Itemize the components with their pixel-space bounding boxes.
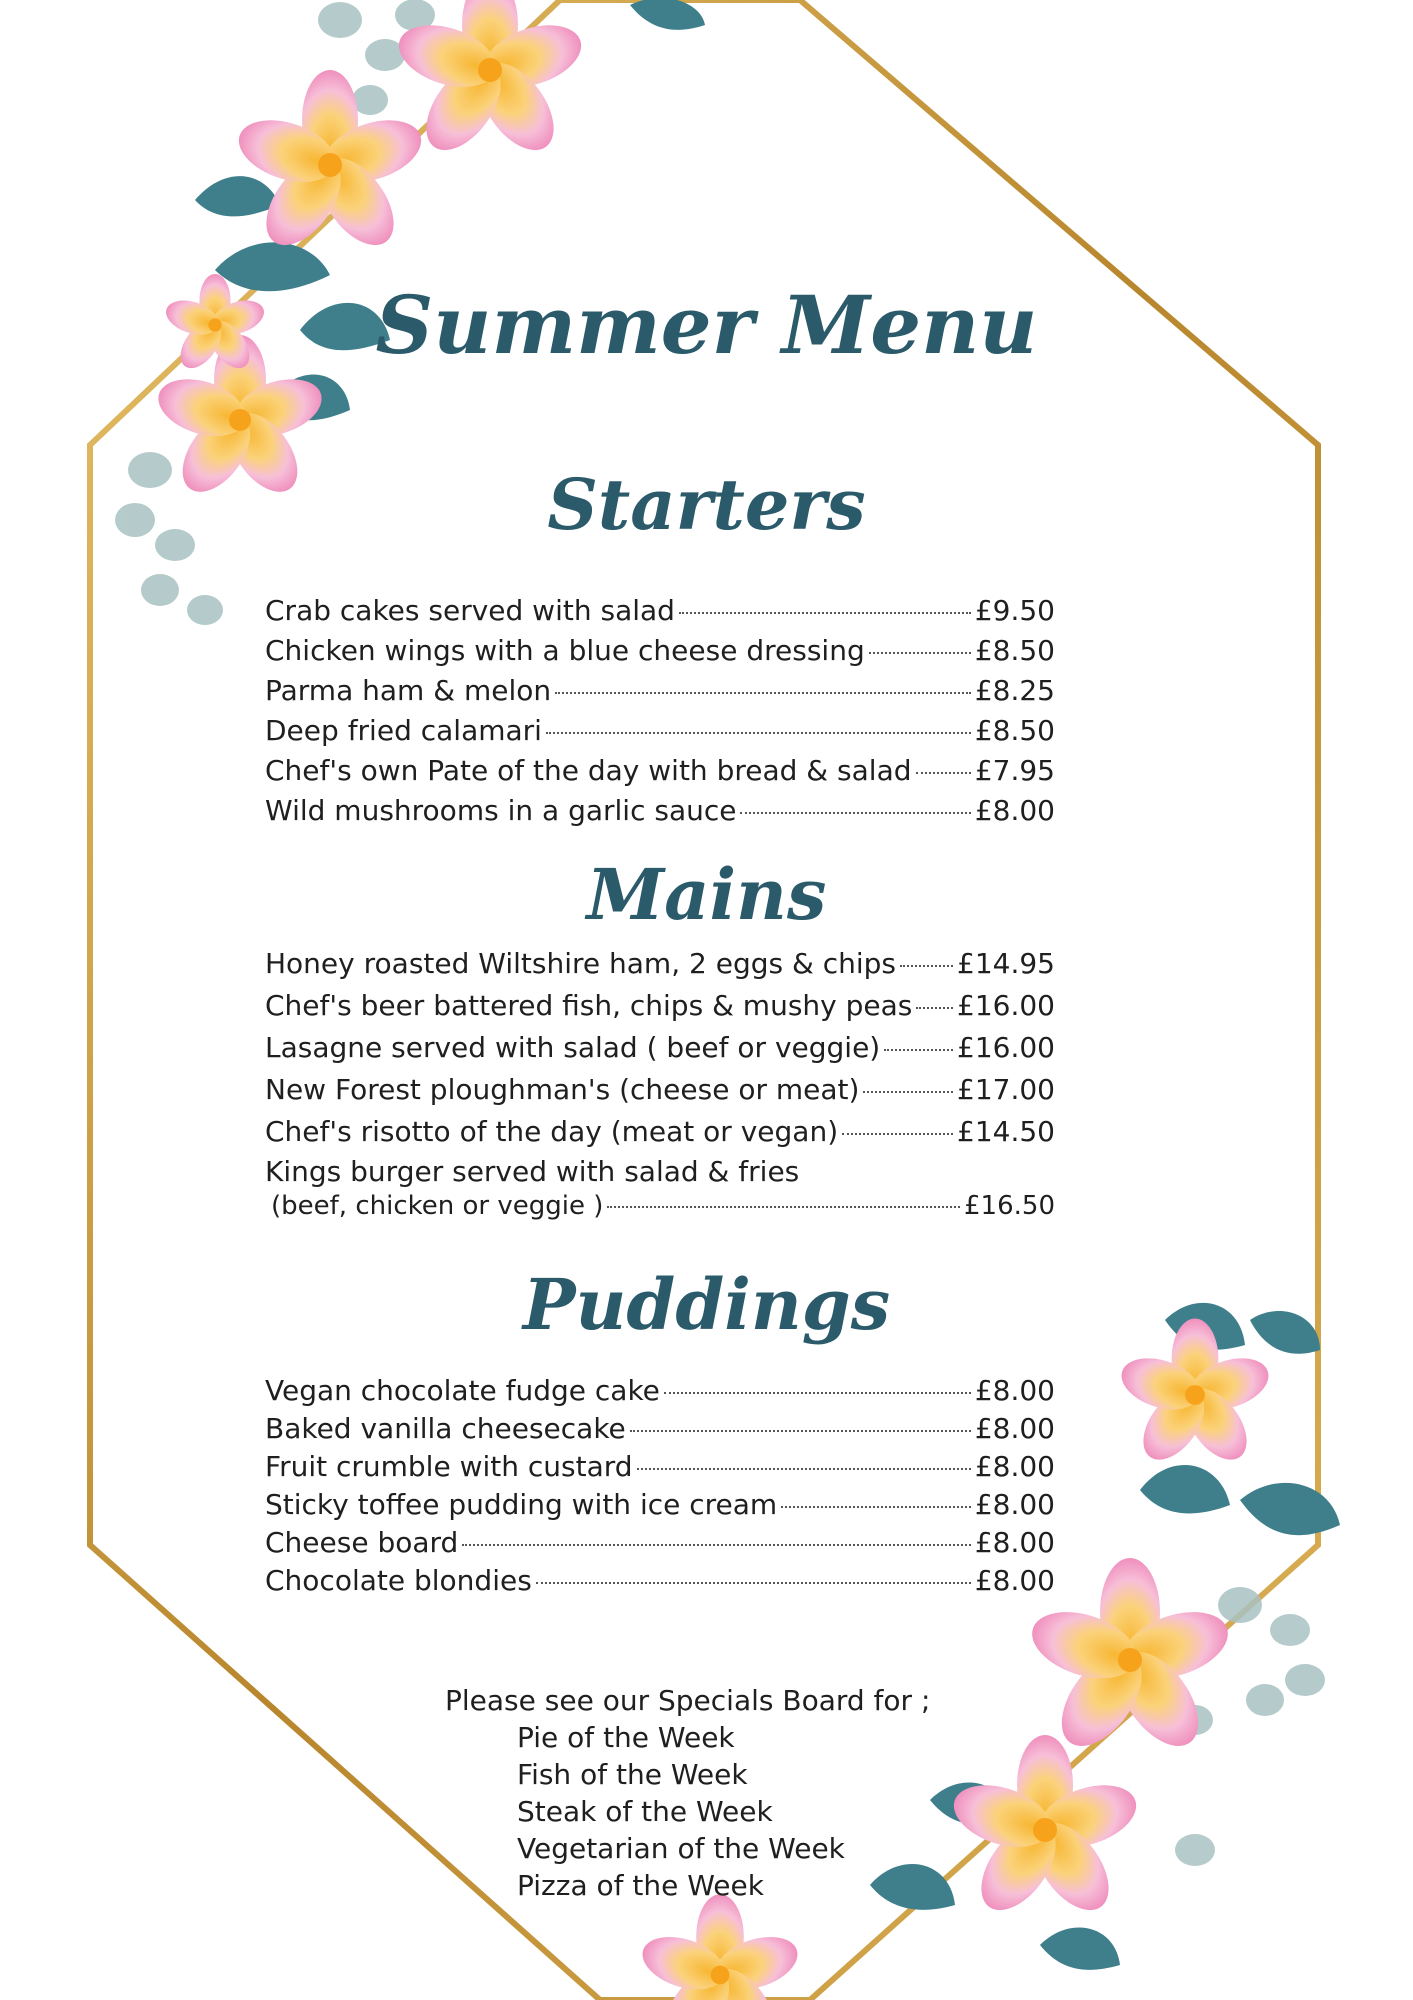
- mains-heading: Mains: [586, 853, 827, 936]
- dot-leader: [637, 1468, 971, 1470]
- menu-item-burger: [265, 1155, 1055, 1223]
- flower-icon: [151, 0, 589, 504]
- specials-list: [445, 1719, 930, 1904]
- item-subline: [265, 1189, 1055, 1223]
- item-price: £8.00: [974, 1564, 1055, 1597]
- item-name: Lasagne served with salad ( beef or veggie): [265, 1031, 881, 1064]
- item-name: Chef's own Pate of the day with bread & salad: [265, 754, 912, 787]
- item-price: £17.00: [957, 1073, 1055, 1106]
- item-price: £9.50: [974, 594, 1055, 627]
- item-price: £8.25: [974, 674, 1055, 707]
- item-name: Honey roasted Wiltshire ham, 2 eggs & chips: [265, 947, 896, 980]
- menu-item: [265, 1113, 1055, 1151]
- dot-leader: [546, 732, 971, 734]
- item-name: Cheese board: [265, 1526, 459, 1559]
- specials-intro: Please see our Specials Board for ;: [445, 1684, 931, 1717]
- dot-leader: [555, 692, 971, 694]
- dot-leader: [679, 612, 971, 614]
- menu-item: [265, 1562, 1055, 1600]
- menu-item: [265, 712, 1055, 750]
- item-price: £14.50: [957, 1115, 1055, 1148]
- item-name: Chef's risotto of the day (meat or vegan): [265, 1115, 839, 1148]
- item-price: £7.95: [974, 754, 1055, 787]
- item-price: £8.50: [974, 634, 1055, 667]
- menu-item: [265, 1524, 1055, 1562]
- menu-title: Summer Menu: [375, 278, 1038, 372]
- item-price: £8.00: [974, 1450, 1055, 1483]
- menu-item: [265, 792, 1055, 830]
- dot-leader: [740, 812, 970, 814]
- item-name: Chef's beer battered fish, chips & mushy peas: [265, 989, 913, 1022]
- dot-leader: [884, 1049, 953, 1051]
- menu-item: [265, 672, 1055, 710]
- menu-item: [265, 592, 1055, 630]
- item-price: £14.95: [957, 947, 1055, 980]
- item-price: £16.00: [957, 989, 1055, 1022]
- specials-note: [445, 1682, 930, 1904]
- menu-item: [265, 945, 1055, 983]
- item-options: (beef, chicken or veggie ): [271, 1191, 604, 1221]
- item-name: Parma ham & melon: [265, 674, 552, 707]
- menu-item: [265, 1448, 1055, 1486]
- dot-leader: [664, 1392, 971, 1394]
- dot-leader: [630, 1430, 971, 1432]
- dot-leader: [916, 772, 971, 774]
- menu-item: [265, 752, 1055, 790]
- mains-list: [265, 945, 1055, 1223]
- puddings-list: [265, 1372, 1055, 1600]
- starters-heading: Starters: [547, 463, 866, 546]
- item-name: Vegan chocolate fudge cake: [265, 1374, 660, 1407]
- item-name: Chocolate blondies: [265, 1564, 532, 1597]
- item-price: £8.00: [974, 1412, 1055, 1445]
- item-price: £8.00: [974, 1488, 1055, 1521]
- item-name: Crab cakes served with salad: [265, 594, 675, 627]
- dot-leader: [863, 1091, 953, 1093]
- item-price: £16.50: [964, 1191, 1055, 1221]
- menu-item: [265, 1410, 1055, 1448]
- item-name: Chicken wings with a blue cheese dressing: [265, 634, 865, 667]
- item-price: £8.00: [974, 794, 1055, 827]
- dot-leader: [842, 1133, 953, 1135]
- dot-leader: [869, 652, 971, 654]
- item-name: Kings burger served with salad & fries: [265, 1155, 800, 1188]
- item-price: £16.00: [957, 1031, 1055, 1064]
- menu-item: [265, 1071, 1055, 1109]
- specials-item: Pizza of the Week: [517, 1869, 764, 1902]
- item-name: Wild mushrooms in a garlic sauce: [265, 794, 737, 827]
- dot-leader: [462, 1544, 971, 1546]
- starters-list: [265, 592, 1055, 832]
- dot-leader: [781, 1506, 971, 1508]
- menu-item: [265, 1029, 1055, 1067]
- specials-item: Vegetarian of the Week: [517, 1832, 845, 1865]
- item-name: Deep fried calamari: [265, 714, 542, 747]
- menu-item: [265, 1486, 1055, 1524]
- dot-leader: [536, 1582, 971, 1584]
- dot-leader: [900, 965, 953, 967]
- specials-item: Steak of the Week: [517, 1795, 773, 1828]
- item-price: £8.50: [974, 714, 1055, 747]
- menu-item: [265, 1372, 1055, 1410]
- puddings-heading: Puddings: [522, 1263, 891, 1346]
- item-price: £8.00: [974, 1374, 1055, 1407]
- dot-leader: [607, 1206, 960, 1208]
- menu-item: [265, 987, 1055, 1025]
- specials-item: Pie of the Week: [517, 1721, 735, 1754]
- dot-leader: [916, 1007, 953, 1009]
- menu-item: [265, 632, 1055, 670]
- item-name: Fruit crumble with custard: [265, 1450, 633, 1483]
- item-name: New Forest ploughman's (cheese or meat): [265, 1073, 860, 1106]
- item-name: Sticky toffee pudding with ice cream: [265, 1488, 778, 1521]
- item-price: £8.00: [974, 1526, 1055, 1559]
- item-name: Baked vanilla cheesecake: [265, 1412, 626, 1445]
- specials-item: Fish of the Week: [517, 1758, 748, 1791]
